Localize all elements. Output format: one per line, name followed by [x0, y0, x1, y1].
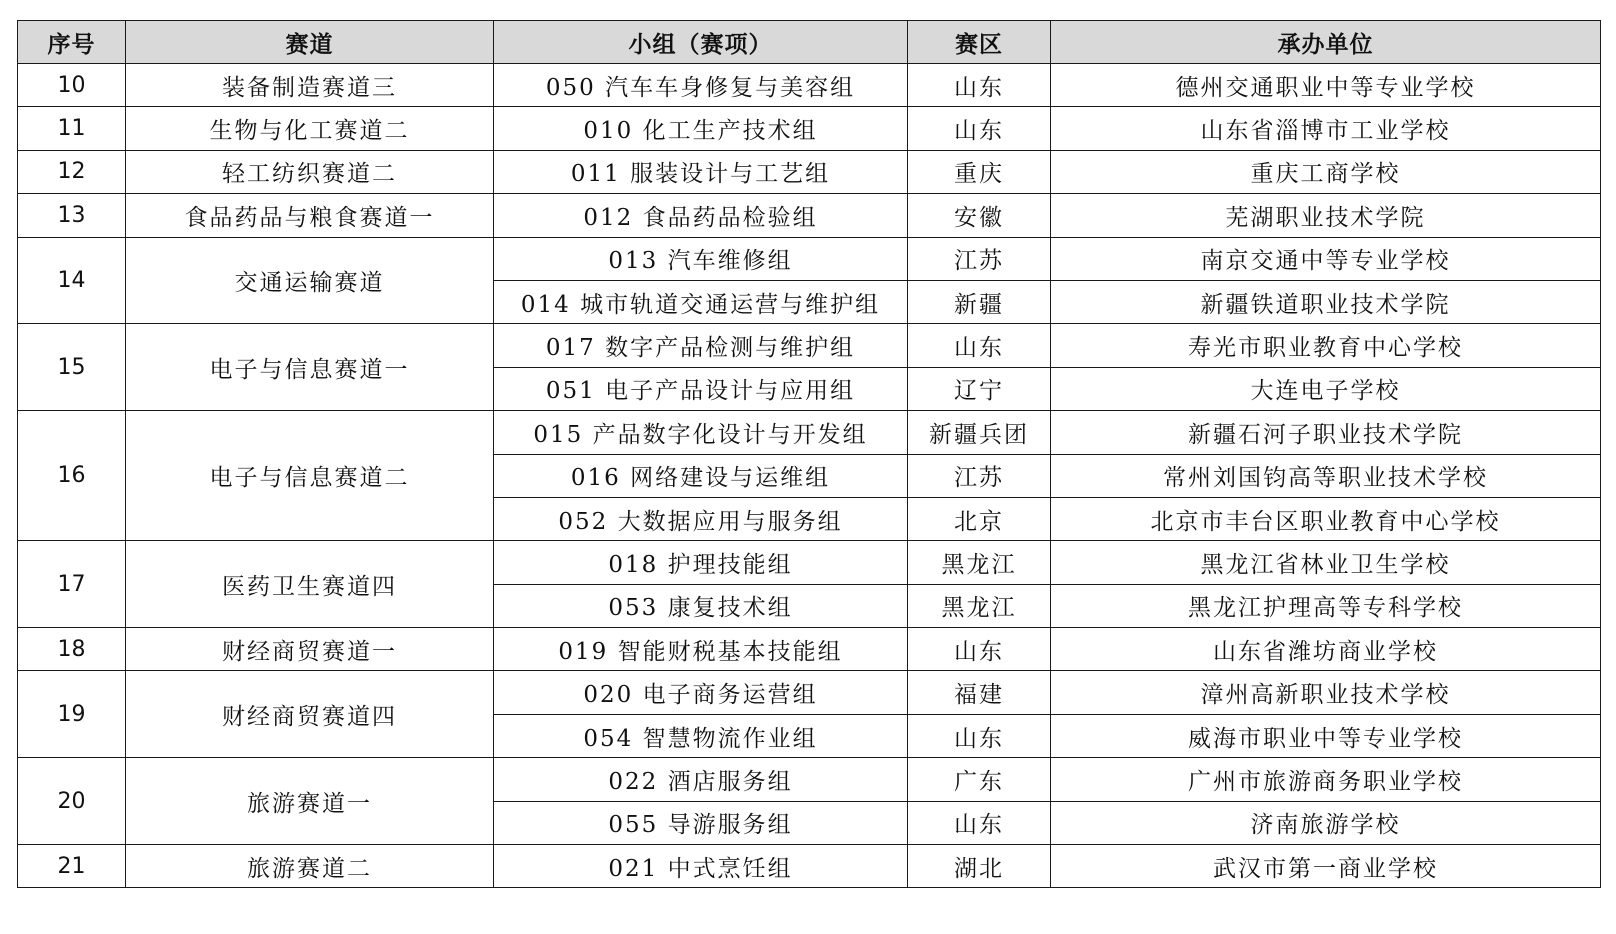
cell-track: 旅游赛道一	[126, 758, 494, 845]
cell-host: 新疆石河子职业技术学院	[1051, 411, 1601, 454]
cell-group: 010 化工生产技术组	[494, 107, 908, 150]
cell-region: 山东	[908, 107, 1051, 150]
header-region: 赛区	[908, 21, 1051, 64]
cell-track: 交通运输赛道	[126, 237, 494, 324]
table-row	[18, 194, 1601, 237]
cell-group: 053 康复技术组	[494, 584, 908, 627]
cell-region: 山东	[908, 64, 1051, 107]
cell-group: 021 中式烹饪组	[494, 845, 908, 888]
cell-host: 重庆工商学校	[1051, 150, 1601, 193]
cell-track: 生物与化工赛道二	[126, 107, 494, 150]
table-row	[18, 150, 1601, 193]
cell-group: 013 汽车维修组	[494, 237, 908, 280]
cell-index: 16	[18, 411, 126, 541]
table-row	[18, 411, 1601, 454]
cell-host: 大连电子学校	[1051, 367, 1601, 410]
cell-host: 黑龙江省林业卫生学校	[1051, 541, 1601, 584]
cell-host: 山东省淄博市工业学校	[1051, 107, 1601, 150]
cell-index: 21	[18, 845, 126, 888]
header-host: 承办单位	[1051, 21, 1601, 64]
cell-index: 13	[18, 194, 126, 237]
table-body	[18, 64, 1601, 888]
cell-host: 威海市职业中等专业学校	[1051, 714, 1601, 757]
table-row	[18, 845, 1601, 888]
cell-track: 食品药品与粮食赛道一	[126, 194, 494, 237]
cell-track: 轻工纺织赛道二	[126, 150, 494, 193]
cell-track: 医药卫生赛道四	[126, 541, 494, 628]
cell-group: 011 服装设计与工艺组	[494, 150, 908, 193]
cell-track: 电子与信息赛道二	[126, 411, 494, 541]
cell-group: 012 食品药品检验组	[494, 194, 908, 237]
cell-region: 新疆兵团	[908, 411, 1051, 454]
cell-index: 18	[18, 628, 126, 671]
cell-index: 12	[18, 150, 126, 193]
cell-region: 山东	[908, 628, 1051, 671]
cell-region: 安徽	[908, 194, 1051, 237]
cell-index: 17	[18, 541, 126, 628]
cell-host: 常州刘国钧高等职业技术学校	[1051, 454, 1601, 497]
cell-group: 022 酒店服务组	[494, 758, 908, 801]
cell-track: 旅游赛道二	[126, 845, 494, 888]
cell-host: 山东省潍坊商业学校	[1051, 628, 1601, 671]
cell-region: 辽宁	[908, 367, 1051, 410]
cell-group: 051 电子产品设计与应用组	[494, 367, 908, 410]
cell-region: 江苏	[908, 237, 1051, 280]
cell-region: 北京	[908, 497, 1051, 540]
cell-region: 广东	[908, 758, 1051, 801]
cell-index: 10	[18, 64, 126, 107]
cell-group: 050 汽车车身修复与美容组	[494, 64, 908, 107]
header-group: 小组（赛项）	[494, 21, 908, 64]
cell-host: 武汉市第一商业学校	[1051, 845, 1601, 888]
cell-region: 黑龙江	[908, 541, 1051, 584]
cell-host: 德州交通职业中等专业学校	[1051, 64, 1601, 107]
competition-table	[17, 20, 1601, 888]
cell-host: 芜湖职业技术学院	[1051, 194, 1601, 237]
table-row	[18, 671, 1601, 714]
cell-group: 054 智慧物流作业组	[494, 714, 908, 757]
table-row	[18, 324, 1601, 367]
cell-region: 黑龙江	[908, 584, 1051, 627]
header-track: 赛道	[126, 21, 494, 64]
cell-region: 江苏	[908, 454, 1051, 497]
cell-host: 北京市丰台区职业教育中心学校	[1051, 497, 1601, 540]
cell-host: 广州市旅游商务职业学校	[1051, 758, 1601, 801]
cell-track: 电子与信息赛道一	[126, 324, 494, 411]
cell-host: 南京交通中等专业学校	[1051, 237, 1601, 280]
cell-group: 019 智能财税基本技能组	[494, 628, 908, 671]
header-row	[18, 21, 1601, 64]
cell-host: 黑龙江护理高等专科学校	[1051, 584, 1601, 627]
cell-index: 15	[18, 324, 126, 411]
cell-region: 新疆	[908, 280, 1051, 323]
cell-group: 020 电子商务运营组	[494, 671, 908, 714]
cell-region: 山东	[908, 801, 1051, 844]
table-row	[18, 237, 1601, 280]
cell-index: 20	[18, 758, 126, 845]
cell-host: 济南旅游学校	[1051, 801, 1601, 844]
cell-track: 财经商贸赛道四	[126, 671, 494, 758]
cell-group: 014 城市轨道交通运营与维护组	[494, 280, 908, 323]
cell-host: 寿光市职业教育中心学校	[1051, 324, 1601, 367]
cell-track: 财经商贸赛道一	[126, 628, 494, 671]
cell-region: 重庆	[908, 150, 1051, 193]
table-row	[18, 628, 1601, 671]
cell-region: 山东	[908, 324, 1051, 367]
cell-index: 19	[18, 671, 126, 758]
cell-host: 新疆铁道职业技术学院	[1051, 280, 1601, 323]
cell-region: 湖北	[908, 845, 1051, 888]
table-row	[18, 758, 1601, 801]
cell-group: 052 大数据应用与服务组	[494, 497, 908, 540]
header-index: 序号	[18, 21, 126, 64]
cell-group: 016 网络建设与运维组	[494, 454, 908, 497]
cell-index: 11	[18, 107, 126, 150]
cell-group: 055 导游服务组	[494, 801, 908, 844]
cell-group: 018 护理技能组	[494, 541, 908, 584]
table-row	[18, 64, 1601, 107]
cell-track: 装备制造赛道三	[126, 64, 494, 107]
table-header	[18, 21, 1601, 64]
cell-group: 017 数字产品检测与维护组	[494, 324, 908, 367]
table-row	[18, 541, 1601, 584]
table-row	[18, 107, 1601, 150]
cell-region: 山东	[908, 714, 1051, 757]
cell-group: 015 产品数字化设计与开发组	[494, 411, 908, 454]
cell-host: 漳州高新职业技术学校	[1051, 671, 1601, 714]
cell-region: 福建	[908, 671, 1051, 714]
cell-index: 14	[18, 237, 126, 324]
